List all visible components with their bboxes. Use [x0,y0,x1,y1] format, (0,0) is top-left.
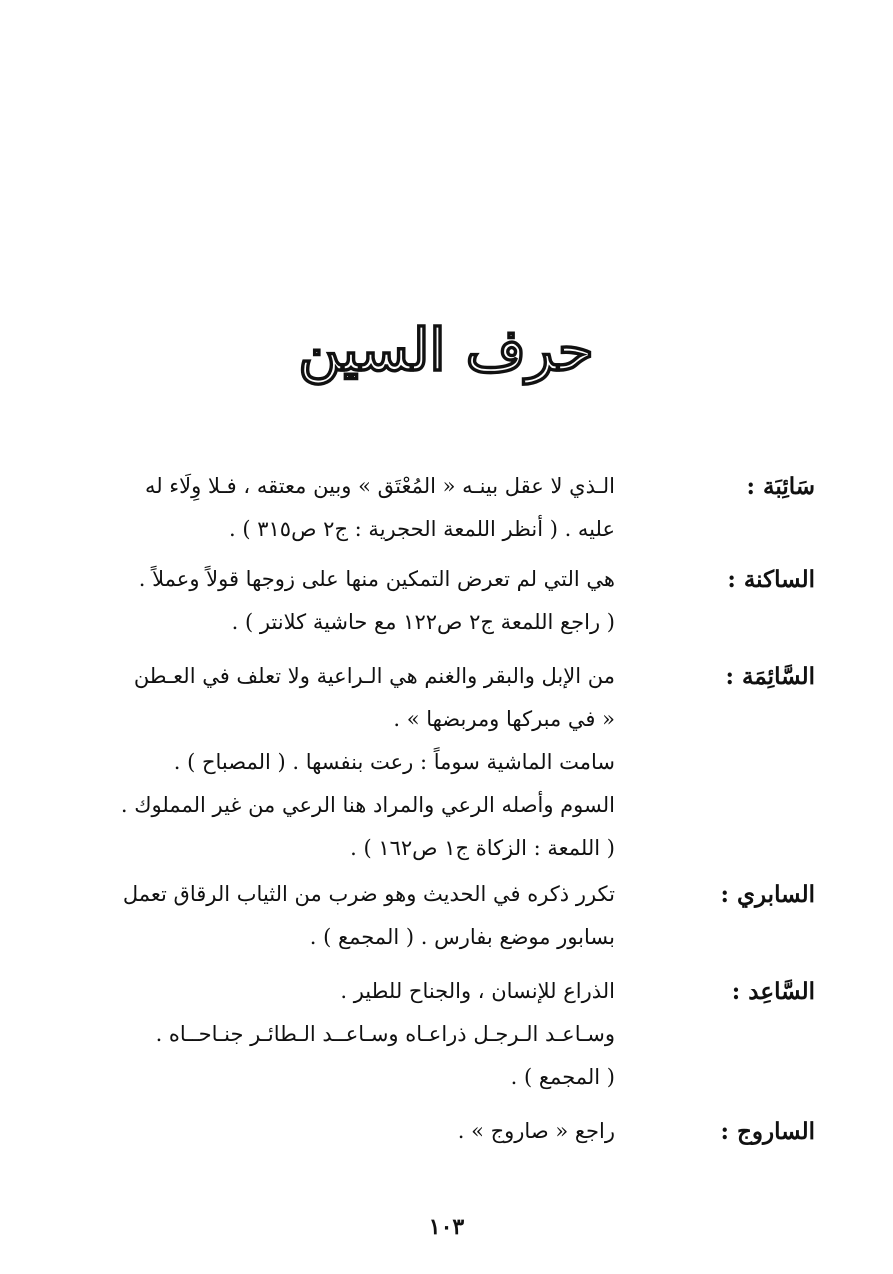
entry-definition [88,970,615,1099]
definition-line: الـذي لا عقل بينـه « المُعْتَق » وبين معتقه ، فـلا وِلَاء له [144,474,615,498]
entry-definition [88,873,615,959]
definition-line: السوم وأصله الرعي والمراد هنا الرعي من غير المملوك . [120,793,615,817]
definition-line: سامت الماشية سوماً : رعت بنفسها . ( المصباح ) . [173,750,615,774]
definition-line: « في مبركها ومربضها » . [393,707,615,731]
entry-definition [88,1110,615,1153]
entry-definition [88,558,615,644]
entry-term: الساروج : [720,1118,815,1145]
entry-term: السَّاعِد : [731,978,815,1005]
definition-line: ( المجمع ) . [510,1065,615,1089]
definition-line: عليه . ( أنظر اللمعة الحجرية : ج٢ ص٣١٥ ) . [229,517,615,541]
definition-line: ( اللمعة : الزكاة ج١ ص١٦٢ ) . [350,836,615,860]
definition-line: من الإبل والبقر والغنم هي الـراعية ولا تعلف في العـطن [133,664,615,688]
definition-line: بسابور موضع بفارس . ( المجمع ) . [309,925,615,949]
entry-term: السابري : [720,881,815,908]
definition-line: وسـاعـد الـرجـل ذراعـاه وسـاعــد الـطائـر جنـاحــاه . [155,1022,615,1046]
definition-line: ( راجع اللمعة ج٢ ص١٢٢ مع حاشية كلانتر ) . [231,610,615,634]
definition-line: هي التي لم تعرض التمكين منها على زوجها قولاً وعملاً . [138,567,615,591]
definition-line: راجع « صاروج » . [457,1119,615,1143]
entry-term: الساكنة : [727,566,815,593]
entry-term: السَّائِمَة : [725,663,815,690]
entry-definition [88,655,615,870]
section-title: حرف السين [298,316,594,384]
entry-definition [88,465,615,551]
definition-line: تكرر ذكره في الحديث وهو ضرب من الثياب الرقاق تعمل [122,882,615,906]
entry-term: سَائِبَة : [746,473,815,500]
definition-line: الذراع للإنسان ، والجناح للطير . [340,979,615,1003]
page-number: ١٠٣ [428,1214,465,1240]
